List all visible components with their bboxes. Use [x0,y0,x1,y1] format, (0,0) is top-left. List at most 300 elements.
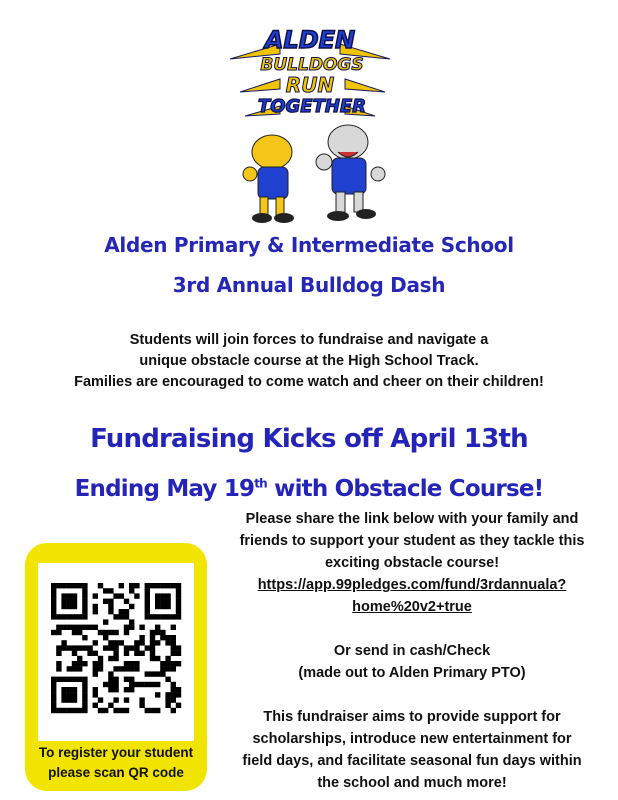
qr-module [119,583,124,588]
qr-module [155,692,160,697]
qr-module [56,630,61,635]
qr-module [98,708,103,713]
qr-module [176,645,181,650]
qr-module [165,697,170,702]
qr-module [165,593,170,598]
qr-module [72,708,77,713]
qr-module [124,630,129,635]
qr-module [82,588,87,593]
qr-module [77,625,82,630]
qr-module [56,661,61,666]
headline-text: Ending May 19 [74,476,255,502]
qr-module [67,666,72,671]
qr-module [103,682,108,687]
qr-module [82,583,87,588]
qr-module [61,697,66,702]
qr-module [139,682,144,687]
qr-module [129,588,134,593]
qr-module [61,625,66,630]
qr-module [119,708,124,713]
qr-module [165,640,170,645]
qr-module [98,656,103,661]
qr-module [108,682,113,687]
qr-module [87,645,92,650]
qr-module [108,588,113,593]
qr-module [113,687,118,692]
qr-module [67,645,72,650]
aim-line: This fundraiser aims to provide support for [263,709,561,725]
qr-module [72,604,77,609]
qr-module [82,625,87,630]
qr-module [129,625,134,630]
qr-module [165,599,170,604]
cash-line: Or send in cash/Check [333,643,491,659]
qr-module [108,645,113,650]
qr-module [67,604,72,609]
qr-module [77,666,82,671]
qr-module [165,656,170,661]
qr-module [139,625,144,630]
qr-module [176,609,181,614]
qr-module [165,635,170,640]
qr-module [56,677,61,682]
qr-module [150,708,155,713]
qr-module [108,671,113,676]
qr-module [145,593,150,598]
logo-together: TOGETHER [257,96,367,117]
qr-module [155,671,160,676]
qr-module [124,697,129,702]
qr-module [67,583,72,588]
qr-module [145,645,150,650]
qr-module [108,609,113,614]
qr-module [61,692,66,697]
qr-module [61,593,66,598]
qr-module [129,682,134,687]
qr-module [165,703,170,708]
qr-module [82,708,87,713]
pledge-link[interactable]: home%20v2+true [352,599,472,615]
qr-module [139,697,144,702]
qr-module [113,677,118,682]
qr-module [98,583,103,588]
qr-module [155,593,160,598]
event-name: 3rd Annual Bulldog Dash [172,273,446,297]
share-line: friends to support your student as they tackle this [239,533,585,549]
qr-module [150,583,155,588]
qr-module [129,604,134,609]
qr-module [176,614,181,619]
qr-module [134,593,139,598]
qr-module [171,697,176,702]
qr-module [72,583,77,588]
qr-module [93,625,98,630]
qr-module [176,703,181,708]
qr-module [113,708,118,713]
qr-module [108,630,113,635]
qr-module [108,599,113,604]
qr-module [134,651,139,656]
qr-module [82,635,87,640]
qr-module [113,656,118,661]
qr-module [145,671,150,676]
qr-module [119,640,124,645]
qr-module [113,682,118,687]
qr-module [124,677,129,682]
qr-module [51,703,56,708]
qr-module [129,687,134,692]
qr-module [150,671,155,676]
qr-module [93,640,98,645]
qr-module [176,604,181,609]
qr-module [160,630,165,635]
qr-module [176,687,181,692]
qr-caption-line: please scan QR code [48,765,184,780]
qr-module [103,635,108,640]
event-logo [220,14,400,228]
qr-module [171,687,176,692]
qr-module [82,692,87,697]
qr-module [51,599,56,604]
intro-text [0,330,618,393]
qr-module [77,630,82,635]
qr-module [160,599,165,604]
qr-module [56,614,61,619]
qr-module [93,593,98,598]
qr-module [98,666,103,671]
qr-module [103,599,108,604]
qr-module [72,645,77,650]
qr-module [61,687,66,692]
qr-module [155,599,160,604]
qr-module [61,614,66,619]
logo-bulldogs: BULLDOGS [260,55,364,75]
qr-module [176,593,181,598]
share-line: exciting obstacle course! [324,555,500,571]
qr-module [51,697,56,702]
qr-module [145,604,150,609]
qr-module [77,645,82,650]
qr-module [82,614,87,619]
qr-module [150,656,155,661]
qr-module [124,687,129,692]
qr-module [108,703,113,708]
qr-module [72,614,77,619]
qr-module [139,635,144,640]
qr-module [72,692,77,697]
qr-module [134,583,139,588]
qr-module [145,682,150,687]
yellow-bulldog-mascot [243,135,294,223]
qr-module [124,645,129,650]
pledge-link[interactable]: https://app.99pledges.com/fund/3rdannuala? [257,577,567,593]
qr-module [171,682,176,687]
intro-line: unique obstacle course at the High School Track. [139,353,479,369]
qr-module [67,614,72,619]
qr-module [150,640,155,645]
qr-module [150,614,155,619]
qr-module [150,651,155,656]
qr-card [25,543,207,791]
qr-module [51,614,56,619]
qr-module [119,609,124,614]
qr-module [98,661,103,666]
qr-module [82,599,87,604]
qr-module [155,708,160,713]
qr-code[interactable] [38,563,194,741]
qr-caption [25,743,207,783]
qr-module [134,661,139,666]
qr-module [119,666,124,671]
qr-module [171,661,176,666]
qr-module [129,666,134,671]
qr-module [103,645,108,650]
logo-run: RUN [285,73,335,97]
qr-module [93,687,98,692]
qr-module [93,661,98,666]
qr-module [129,677,134,682]
qr-module [61,604,66,609]
qr-module [72,687,77,692]
qr-caption-line: To register your student [38,745,194,760]
qr-module [51,687,56,692]
qr-module [56,651,61,656]
qr-module [72,599,77,604]
qr-module [51,677,56,682]
qr-module [160,635,165,640]
qr-module [155,625,160,630]
qr-module [171,666,176,671]
qr-module [113,666,118,671]
qr-module [51,583,56,588]
qr-module [87,625,92,630]
headline-sup: th [254,476,267,491]
qr-module [108,640,113,645]
qr-module [113,640,118,645]
qr-module [56,583,61,588]
qr-module [160,583,165,588]
qr-module [160,661,165,666]
ending-headline [0,476,618,502]
aim-line: field days, and facilitate seasonal fun days within [242,753,582,769]
qr-module [87,651,92,656]
qr-module [67,708,72,713]
qr-module [98,697,103,702]
qr-module [103,630,108,635]
logo-alden: ALDEN [264,26,356,54]
qr-module [165,614,170,619]
qr-module [67,697,72,702]
qr-module [113,614,118,619]
qr-module [165,604,170,609]
qr-module [150,635,155,640]
qr-module [165,692,170,697]
qr-module [51,609,56,614]
qr-module [51,692,56,697]
qr-module [51,630,56,635]
qr-module [72,651,77,656]
qr-module [171,645,176,650]
qr-module [171,583,176,588]
qr-module [77,656,82,661]
qr-module [176,588,181,593]
qr-module [171,692,176,697]
qr-module [93,703,98,708]
qr-module [171,708,176,713]
qr-module [171,614,176,619]
qr-module [124,614,129,619]
qr-module [171,635,176,640]
qr-module [77,661,82,666]
qr-module [124,661,129,666]
qr-module [61,645,66,650]
qr-module [134,666,139,671]
qr-module [51,682,56,687]
qr-module [67,599,72,604]
headline-text: with Obstacle Course! [266,476,544,502]
qr-module [113,651,118,656]
qr-module [119,614,124,619]
qr-module [93,609,98,614]
qr-module [176,599,181,604]
qr-module [165,666,170,671]
qr-module [124,609,129,614]
qr-module [150,645,155,650]
qr-module [145,609,150,614]
qr-module [155,614,160,619]
qr-module [61,640,66,645]
qr-module [103,708,108,713]
qr-module [155,604,160,609]
qr-module [51,604,56,609]
qr-module [67,692,72,697]
qr-module [77,677,82,682]
qr-module [77,583,82,588]
qr-module [82,593,87,598]
qr-module [155,630,160,635]
qr-module [61,599,66,604]
qr-module [155,640,160,645]
qr-module [82,604,87,609]
qr-module [176,661,181,666]
qr-module [72,625,77,630]
intro-line: Families are encouraged to come watch and cheer on their children! [74,374,544,390]
qr-module [129,645,134,650]
qr-module [113,697,118,702]
qr-module [51,708,56,713]
share-line: Please share the link below with your family and [245,511,579,527]
qr-module [72,666,77,671]
qr-module [165,661,170,666]
qr-module [129,619,134,624]
qr-module [77,708,82,713]
qr-module [103,619,108,624]
qr-module [129,661,134,666]
qr-module [176,651,181,656]
qr-module [61,677,66,682]
qr-module [134,640,139,645]
qr-module [51,593,56,598]
qr-module [160,666,165,671]
qr-module [139,640,144,645]
qr-module [72,677,77,682]
cash-line: (made out to Alden Primary PTO) [298,665,526,681]
qr-module [155,682,160,687]
aim-line: the school and much more! [317,775,507,791]
qr-module [155,656,160,661]
qr-module [67,677,72,682]
qr-module [82,645,87,650]
qr-module [160,614,165,619]
fundraising-headline: Fundraising Kicks off April 13th [90,424,528,454]
qr-module [145,599,150,604]
qr-module [93,666,98,671]
qr-module [165,677,170,682]
qr-module [56,708,61,713]
qr-module [108,604,113,609]
qr-module [160,604,165,609]
qr-module [171,640,176,645]
qr-module [93,671,98,676]
qr-module [134,682,139,687]
qr-module [82,703,87,708]
qr-module [72,630,77,635]
grey-bulldog-mascot [316,125,385,221]
qr-module [124,708,129,713]
qr-module [124,625,129,630]
qr-module [56,625,61,630]
intro-line: Students will join forces to fundraise and navigate a [129,332,489,348]
qr-module [67,593,72,598]
qr-module [176,583,181,588]
qr-module [145,588,150,593]
qr-module [61,583,66,588]
qr-module [103,588,108,593]
qr-module [124,651,129,656]
qr-module [139,651,144,656]
qr-module [72,593,77,598]
qr-module [171,651,176,656]
qr-module [61,708,66,713]
qr-module [139,703,144,708]
qr-module [77,614,82,619]
qr-module [171,625,176,630]
qr-module [51,588,56,593]
qr-module [82,609,87,614]
qr-module [165,583,170,588]
qr-module [93,651,98,656]
qr-module [113,630,118,635]
qr-module [119,593,124,598]
qr-module [129,583,134,588]
aim-line: scholarships, introduce new entertainment for [252,731,572,747]
qr-module [82,697,87,702]
qr-module [67,625,72,630]
qr-module [82,677,87,682]
qr-module [160,671,165,676]
qr-module [108,687,113,692]
qr-module [56,666,61,671]
qr-module [113,645,118,650]
qr-module [124,599,129,604]
qr-module [98,630,103,635]
qr-module [93,604,98,609]
qr-module [145,583,150,588]
qr-module [145,614,150,619]
qr-module [108,677,113,682]
qr-module [134,645,139,650]
qr-module [82,661,87,666]
